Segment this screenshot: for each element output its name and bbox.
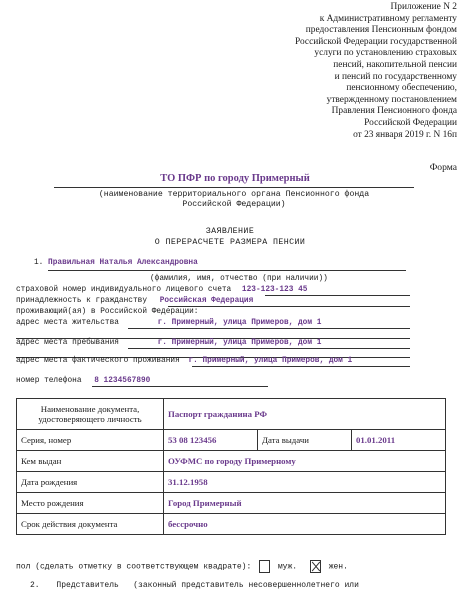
representative-row — [30, 581, 450, 590]
female-checkbox[interactable] — [310, 560, 321, 573]
male-checkbox[interactable] — [259, 560, 270, 573]
appendix-line: Российской Федерации — [364, 117, 457, 128]
statement-subtitle: О ПЕРЕРАСЧЕТЕ РАЗМЕРА ПЕНСИИ — [154, 237, 306, 247]
org-hint-line: (наименование территориального органа Пенсионного фонда — [98, 190, 370, 199]
table-row — [17, 493, 446, 514]
org-hint — [54, 190, 414, 210]
appendix-line: от 23 января 2019 г. N 16п — [353, 129, 457, 140]
table-row — [17, 514, 446, 535]
issue-date-value[interactable]: 01.01.2011 — [352, 430, 446, 451]
appendix-line: к Административному регламенту — [319, 13, 457, 24]
birth-date-label: Дата рождения — [17, 472, 164, 493]
org-name: ТО ПФР по городу Примерный — [160, 173, 310, 184]
validity-label: Срок действия документа — [17, 514, 164, 535]
validity-value[interactable]: бессрочно — [164, 514, 446, 535]
phone-label: номер телефона — [16, 377, 82, 385]
name-hint: (фамилия, имя, отчество (при наличии)) — [150, 275, 328, 283]
org-hint-line: Российской Федерации) — [182, 200, 286, 209]
series-value[interactable]: 53 08 123456 — [164, 430, 258, 451]
citizenship-label: принадлежность к гражданству — [16, 297, 148, 305]
snils-value[interactable]: 123-123-123 45 — [241, 286, 308, 294]
birth-place-value[interactable]: Город Примерный — [164, 493, 446, 514]
appendix-line: пенсионному обеспечению, — [346, 83, 457, 94]
actual-label: адрес места фактического проживания — [16, 357, 180, 365]
actual-underline — [192, 366, 410, 367]
appendix-line: пенсий, накопительной пенсии — [333, 59, 457, 70]
appendix-block — [227, 2, 457, 141]
appendix-line: и пенсий по государственному — [334, 71, 457, 82]
name-underline — [48, 270, 406, 271]
sex-row — [16, 560, 348, 573]
statement-title: ЗАЯВЛЕНИЕ — [205, 227, 255, 236]
birth-place-label: Место рождения — [17, 493, 164, 514]
female-label: жен. — [328, 562, 348, 572]
snils-row — [16, 285, 307, 295]
appendix-line: услуги по установлению страховых — [314, 48, 457, 59]
residence-row — [16, 318, 321, 328]
appendix-line: Правления Пенсионного фонда — [331, 106, 457, 117]
representative-number: 2. — [30, 581, 40, 590]
snils-underline — [265, 295, 410, 296]
stay-row — [16, 338, 321, 348]
applicant-full-name[interactable]: Правильная Наталья Александровна — [48, 259, 198, 267]
citizenship-row — [16, 296, 253, 306]
residence-value[interactable]: г. Примерный, улица Примеров, дом 1 — [157, 319, 322, 327]
appendix-line: утвержденному постановлением — [326, 94, 457, 105]
org-underline — [54, 187, 414, 188]
birth-date-value[interactable]: 31.12.1958 — [164, 472, 446, 493]
phone-value[interactable]: 8 1234567890 — [94, 377, 151, 385]
sex-prompt: пол (сделать отметку в соответствующем квадрате): — [16, 562, 252, 572]
snils-label: страховой номер индивидуального лицевого счета — [16, 286, 232, 294]
doc-name-label: Наименование документа, удостоверяющего личность — [17, 399, 164, 430]
issue-date-label: Дата выдачи — [258, 430, 352, 451]
residence-underline — [128, 328, 410, 329]
representative-text: Представитель (законный представитель несовершеннолетнего или — [56, 581, 359, 590]
stay-label: адрес места пребывания — [16, 339, 119, 347]
male-label: муж. — [277, 562, 298, 572]
phone-underline — [92, 386, 268, 387]
applicant-number: 1. — [34, 259, 44, 267]
actual-value[interactable]: г. Примерный, улица Примеров, дом 1 — [188, 357, 353, 365]
statement-heading — [50, 227, 410, 248]
series-label: Серия, номер — [17, 430, 164, 451]
doc-name-value[interactable]: Паспорт гражданина РФ — [164, 399, 446, 430]
stay-underline — [128, 348, 410, 349]
table-row — [17, 472, 446, 493]
appendix-line: предоставления Пенсионным фондом — [305, 25, 457, 36]
stay-value[interactable]: г. Примерный, улица Примеров, дом 1 — [157, 339, 322, 347]
actual-row — [16, 356, 352, 366]
appendix-line: Приложение N 2 — [390, 2, 457, 12]
identity-document-table — [16, 398, 446, 535]
citizenship-underline — [168, 306, 410, 307]
issued-by-label: Кем выдан — [17, 451, 164, 472]
form-label: Форма — [429, 162, 457, 173]
residing-label: проживающий(ая) в Российской Федерации: — [16, 308, 199, 316]
issued-by-value[interactable]: ОУФМС по городу Примерному — [164, 451, 446, 472]
residence-label: адрес места жительства — [16, 319, 119, 327]
table-row — [17, 430, 446, 451]
appendix-line: Российской Федерации государственной — [295, 36, 457, 47]
table-row — [17, 451, 446, 472]
phone-row — [16, 376, 150, 386]
applicant-name-row — [34, 258, 198, 268]
table-row — [17, 399, 446, 430]
citizenship-value[interactable]: Российская Федерация — [159, 297, 254, 305]
